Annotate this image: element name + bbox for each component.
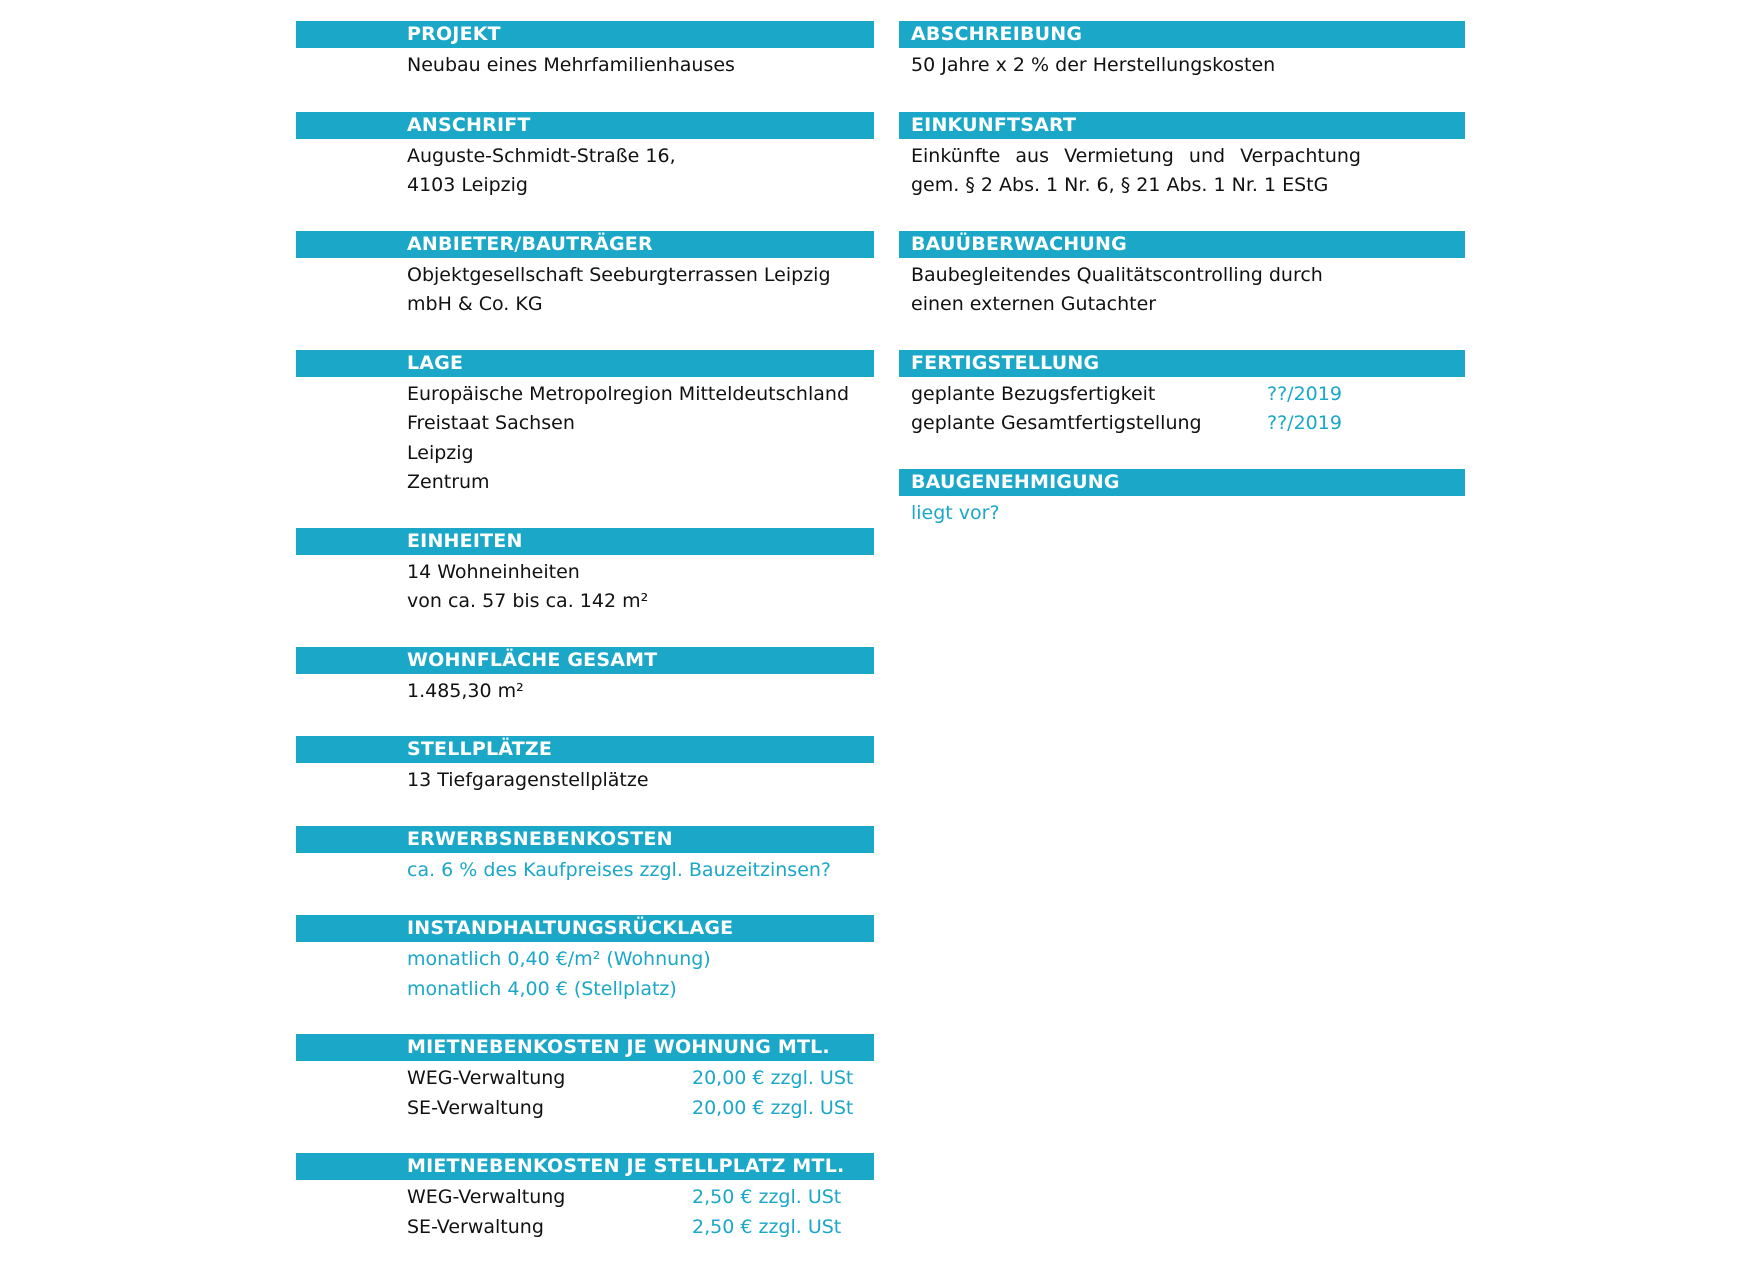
section-text: gem. § 2 Abs. 1 Nr. 6, § 21 Abs. 1 Nr. 1 EStG — [911, 174, 1329, 196]
section-header: STELLPLÄTZE — [296, 736, 874, 763]
section-text: mbH & Co. KG — [407, 293, 543, 315]
section-wohnflaeche — [296, 647, 874, 707]
cost-value: 2,50 € zzgl. USt — [692, 1215, 842, 1238]
section-fertigstellung — [899, 350, 1465, 439]
section-text: Leipzig — [407, 441, 474, 464]
section-einheiten — [296, 528, 874, 617]
cost-row — [407, 1094, 874, 1124]
word: Einkünfte — [911, 144, 1001, 167]
section-header: MIETNEBENKOSTEN JE STELLPLATZ MTL. — [296, 1153, 874, 1180]
section-header: BAUGENEHMIGUNG — [899, 469, 1465, 496]
section-lage — [296, 350, 874, 498]
right-column — [899, 21, 1465, 558]
section-text: ca. 6 % des Kaufpreises zzgl. Bauzeitzinsen? — [407, 858, 832, 881]
section-header: BAUÜBERWACHUNG — [899, 231, 1465, 258]
section-einkunftsart — [899, 112, 1465, 201]
section-text: Baubegleitendes Qualitätscontrolling durch — [911, 263, 1323, 286]
section-erwerbsnebenkosten — [296, 826, 874, 886]
word: und — [1188, 144, 1226, 167]
date-row — [911, 409, 1465, 439]
section-anschrift — [296, 112, 874, 201]
section-anbieter — [296, 231, 874, 320]
section-projekt — [296, 21, 874, 81]
cost-label: WEG-Verwaltung — [407, 1186, 566, 1208]
section-stellplaetze — [296, 736, 874, 796]
section-instandhaltung — [296, 915, 874, 1004]
section-text: 4103 Leipzig — [407, 174, 528, 196]
section-header: PROJEKT — [296, 21, 874, 48]
section-header: INSTANDHALTUNGSRÜCKLAGE — [296, 915, 874, 942]
section-text: monatlich 0,40 €/m² (Wohnung) — [407, 948, 711, 970]
section-text: 14 Wohneinheiten — [407, 560, 580, 583]
cost-row — [407, 1183, 874, 1213]
section-text: liegt vor? — [911, 501, 1000, 524]
section-header: ANBIETER/BAUTRÄGER — [296, 231, 874, 258]
section-header: FERTIGSTELLUNG — [899, 350, 1465, 377]
section-header: WOHNFLÄCHE GESAMT — [296, 647, 874, 674]
section-baugenehmigung — [899, 469, 1465, 529]
date-value: ??/2019 — [1267, 412, 1342, 434]
section-header: ERWERBSNEBENKOSTEN — [296, 826, 874, 853]
section-text: einen externen Gutachter — [911, 293, 1157, 315]
date-label: geplante Bezugsfertigkeit — [911, 382, 1156, 405]
section-mietnebenkosten-stellplatz — [296, 1153, 874, 1242]
section-text: 1.485,30 m² — [407, 679, 524, 702]
section-header: ANSCHRIFT — [296, 112, 874, 139]
section-header: EINKUNFTSART — [899, 112, 1465, 139]
cost-label: WEG-Verwaltung — [407, 1067, 566, 1089]
section-text: von ca. 57 bis ca. 142 m² — [407, 590, 649, 612]
cost-value: 2,50 € zzgl. USt — [692, 1186, 842, 1208]
date-label: geplante Gesamtfertigstellung — [911, 412, 1202, 434]
section-header: ABSCHREIBUNG — [899, 21, 1465, 48]
section-text: 13 Tiefgaragenstellplätze — [407, 769, 649, 791]
word: Verpachtung — [1240, 144, 1361, 167]
word: Vermietung — [1064, 144, 1174, 167]
word: aus — [1015, 144, 1049, 167]
section-header: EINHEITEN — [296, 528, 874, 555]
section-mietnebenkosten-wohnung — [296, 1034, 874, 1123]
section-text: Objektgesellschaft Seeburgterrassen Leipzig — [407, 263, 831, 286]
cost-value: 20,00 € zzgl. USt — [692, 1067, 854, 1089]
cost-row — [407, 1064, 874, 1094]
section-abschreibung — [899, 21, 1465, 81]
section-text: 50 Jahre x 2 % der Herstellungskosten — [911, 54, 1276, 76]
date-row — [911, 380, 1465, 410]
section-text: Auguste-Schmidt-Straße 16, — [407, 144, 676, 167]
section-text-justified — [911, 142, 1361, 172]
section-text: monatlich 4,00 € (Stellplatz) — [407, 977, 677, 1000]
cost-row — [407, 1213, 874, 1243]
section-text: Freistaat Sachsen — [407, 412, 575, 434]
section-bauueberwachung — [899, 231, 1465, 320]
cost-label: SE-Verwaltung — [407, 1215, 544, 1238]
cost-label: SE-Verwaltung — [407, 1096, 544, 1119]
section-text: Europäische Metropolregion Mitteldeutschland — [407, 382, 850, 405]
date-value: ??/2019 — [1267, 382, 1342, 405]
section-header: MIETNEBENKOSTEN JE WOHNUNG MTL. — [296, 1034, 874, 1061]
section-header: LAGE — [296, 350, 874, 377]
left-column — [296, 21, 874, 1272]
section-text: Neubau eines Mehrfamilienhauses — [407, 54, 735, 76]
section-text: Zentrum — [407, 471, 490, 493]
cost-value: 20,00 € zzgl. USt — [692, 1096, 854, 1119]
